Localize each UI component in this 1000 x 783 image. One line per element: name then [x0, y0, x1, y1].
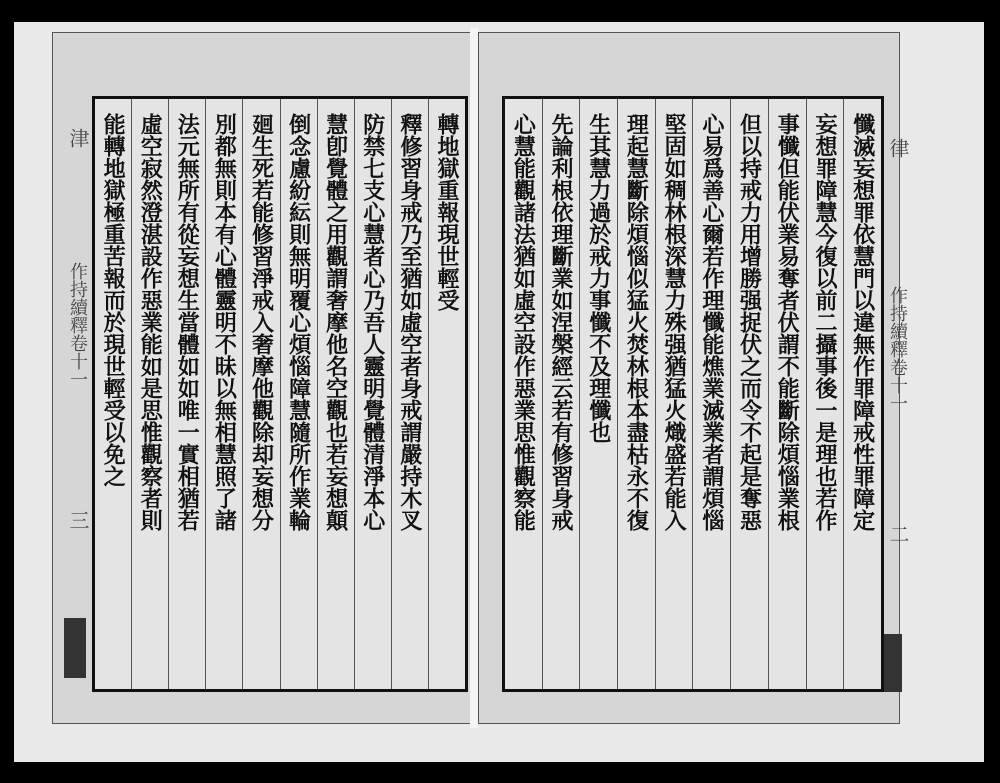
text-column	[843, 99, 881, 689]
column-text: 事懺但能伏業易奪者伏謂不能斷除煩惱業根	[774, 113, 801, 531]
column-text: 能轉地獄極重苦報而於現世輕受以免之	[100, 113, 127, 487]
left-text-frame	[92, 96, 468, 692]
right-margin-mark: 律	[886, 138, 910, 158]
text-column	[505, 99, 542, 689]
text-column	[617, 99, 655, 689]
column-text: 但以持戒力用增勝强捉伏之而令不起是奪惡	[736, 113, 763, 531]
scan-border-left	[0, 0, 14, 783]
text-column	[205, 99, 242, 689]
left-margin-title: 作持續釋卷十一	[67, 262, 88, 388]
book-gutter	[470, 28, 478, 728]
text-column	[579, 99, 617, 689]
text-column	[542, 99, 580, 689]
column-text: 防禁七支心慧者心乃吾人靈明覺體清淨本心	[359, 113, 386, 531]
scan-border-bottom	[0, 762, 1000, 783]
text-column	[242, 99, 279, 689]
text-column	[768, 99, 806, 689]
column-text: 倒念慮紛紜則無明覆心煩惱障慧隨所作業輪	[285, 113, 312, 531]
column-text: 妄想罪障慧今復以前二攝事後一是理也若作	[811, 113, 838, 531]
text-column	[428, 99, 465, 689]
text-column	[95, 99, 131, 689]
text-column	[806, 99, 844, 689]
text-column	[692, 99, 730, 689]
text-column	[317, 99, 354, 689]
column-text: 堅固如稠林根深慧力殊强猶猛火熾盛若能入	[661, 113, 688, 531]
column-text: 別都無則本有心體靈明不昧以無相慧照了諸	[211, 113, 238, 531]
column-text: 心慧能觀諸法猶如虛空設作惡業思惟觀察能	[510, 113, 537, 531]
column-text: 懺滅妄想罪依慧門以違無作罪障戒性罪障定	[849, 113, 876, 531]
column-text: 理起慧斷除煩惱似猛火焚林根本盡枯永不復	[623, 113, 650, 531]
column-text: 法元無所有從妄想生當體如如唯一實相猶若	[174, 113, 201, 531]
left-margin-mark: 津	[66, 128, 90, 148]
column-text: 轉地獄重報現世輕受	[433, 113, 460, 311]
scan-border-top	[0, 0, 1000, 22]
column-text: 慧卽覺體之用觀謂奢摩他名空觀也若妄想顛	[322, 113, 349, 531]
right-page-number: 二	[886, 524, 910, 544]
text-column	[168, 99, 205, 689]
scan-border-right	[984, 0, 1000, 783]
text-column	[354, 99, 391, 689]
column-text: 廻生死若能修習淨戒入奢摩他觀除却妄想分	[248, 113, 275, 531]
column-text: 虛空寂然澄湛設作惡業能如是思惟觀察者則	[137, 113, 164, 531]
text-column	[730, 99, 768, 689]
left-edge-tab	[64, 618, 86, 678]
text-column	[131, 99, 168, 689]
right-margin-title: 作持續釋卷十一	[887, 286, 908, 412]
text-column	[655, 99, 693, 689]
text-column	[280, 99, 317, 689]
column-text: 釋修習身戒乃至猶如虛空者身戒謂嚴持木叉	[396, 113, 423, 531]
text-column	[391, 99, 428, 689]
column-text: 心易爲善心爾若作理懺能燋業滅業者謂煩惱	[698, 113, 725, 531]
left-page-number: 三	[66, 510, 90, 530]
column-text: 先論利根依理斷業如涅槃經云若有修習身戒	[548, 113, 575, 531]
column-text: 生其慧力過於戒力事懺不及理懺也	[585, 113, 612, 443]
right-text-frame	[502, 96, 884, 692]
